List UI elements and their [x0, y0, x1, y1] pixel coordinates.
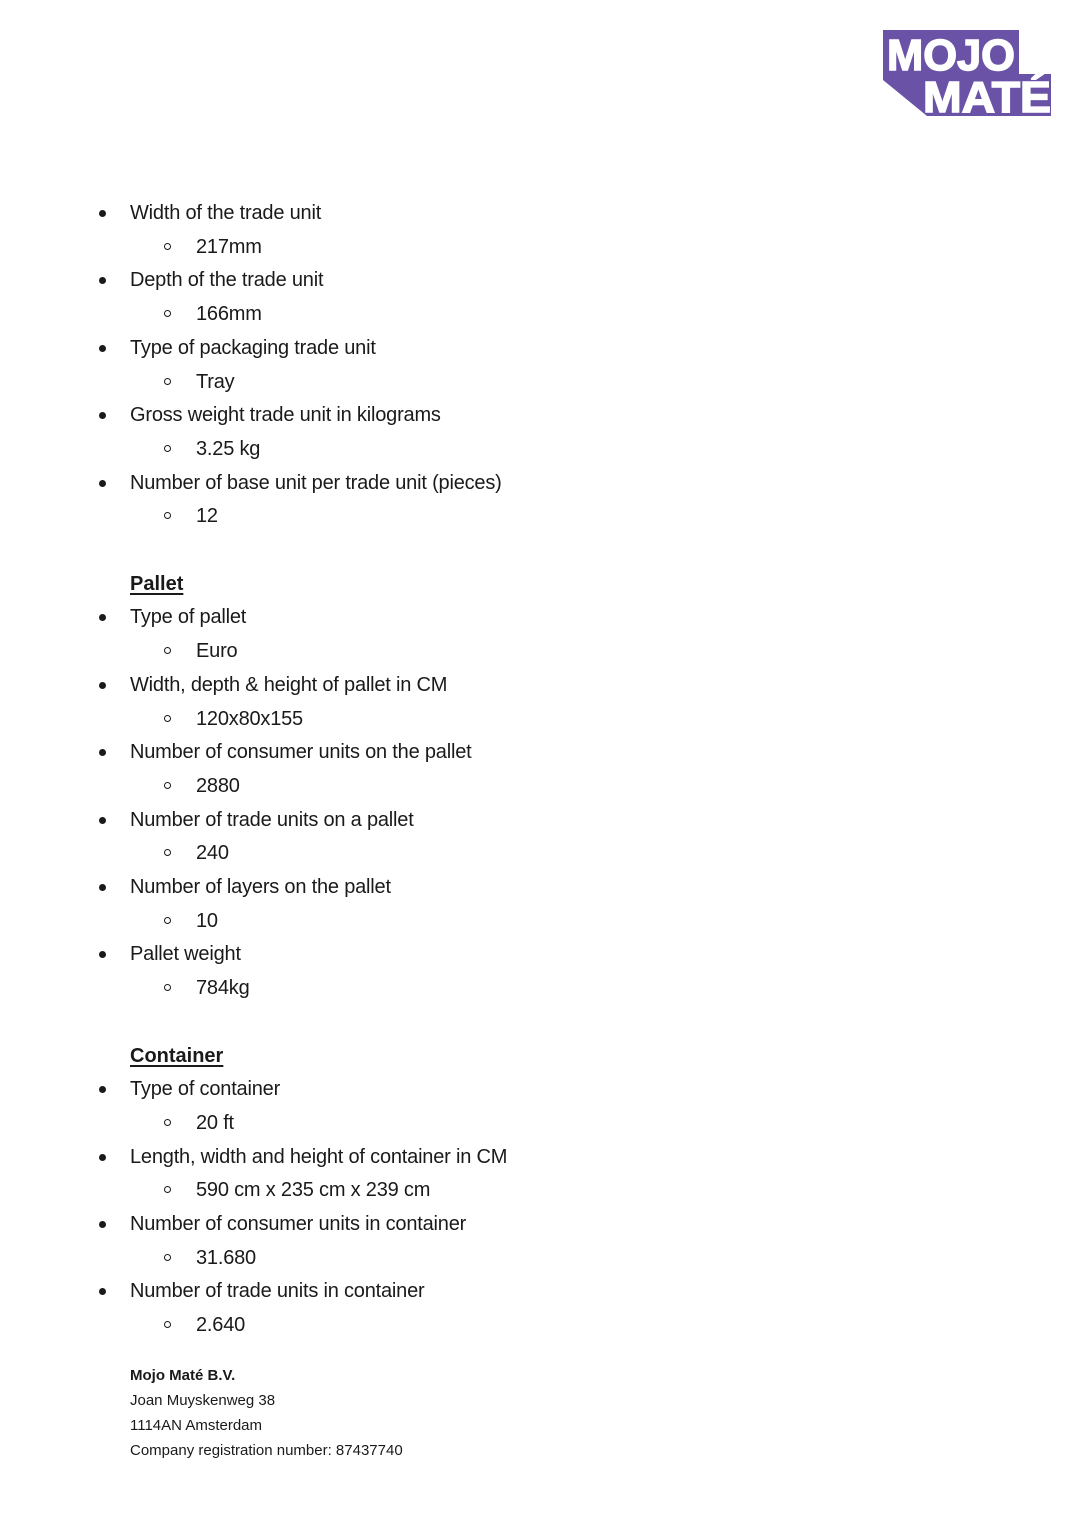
spec-value-item — [0, 973, 900, 1003]
spec-value-item — [0, 838, 900, 868]
spec-value: 2880 — [196, 774, 240, 797]
spec-value: 120x80x155 — [196, 707, 303, 730]
spec-label: Width, depth & height of pallet in CM — [130, 673, 448, 696]
spec-value: 31.680 — [196, 1246, 256, 1269]
spec-item — [0, 198, 900, 228]
hollow-bullet-icon — [164, 1186, 171, 1193]
mojo-mate-logo — [879, 24, 1057, 120]
logo-line1: MOJO — [887, 31, 1015, 80]
spec-value: 217mm — [196, 235, 262, 258]
spec-value: Tray — [196, 370, 235, 393]
spec-item — [0, 737, 900, 767]
spec-label: Depth of the trade unit — [130, 269, 324, 292]
spec-label: Number of layers on the pallet — [130, 876, 391, 898]
bullet-icon — [99, 480, 106, 487]
hollow-bullet-icon — [164, 984, 171, 991]
spec-label: Number of base unit per trade unit (pieces) — [130, 471, 502, 494]
bullet-icon — [99, 345, 106, 352]
spec-label: Pallet weight — [130, 943, 241, 966]
spec-value: 590 cm x 235 cm x 239 cm — [196, 1179, 431, 1202]
spec-value-item — [0, 906, 900, 936]
bullet-icon — [99, 1288, 106, 1295]
spec-item — [0, 602, 900, 632]
spec-label: Number of consumer units on the pallet — [130, 741, 472, 764]
bullet-icon — [99, 412, 106, 419]
spec-value: 3.25 kg — [196, 437, 261, 460]
bullet-icon — [99, 884, 106, 891]
spec-value: Euro — [196, 640, 238, 663]
spec-value-item — [0, 771, 900, 801]
spec-value: 10 — [196, 909, 218, 932]
footer-address: Joan Muyskenweg 38 — [130, 1392, 276, 1409]
footer-company: Mojo Maté B.V. — [130, 1367, 236, 1384]
hollow-bullet-icon — [164, 715, 171, 722]
spec-value-item — [0, 1310, 900, 1340]
spec-value: 2.640 — [196, 1314, 246, 1337]
spec-value-item — [0, 1175, 900, 1205]
hollow-bullet-icon — [164, 1321, 171, 1328]
bullet-icon — [99, 1221, 106, 1228]
hollow-bullet-icon — [164, 243, 171, 250]
bullet-icon — [99, 749, 106, 756]
hollow-bullet-icon — [164, 378, 171, 385]
spec-label: Number of trade units in container — [130, 1280, 425, 1303]
footer-registration: Company registration number: 87437740 — [130, 1442, 403, 1459]
bullet-icon — [99, 614, 106, 621]
spec-value-item — [0, 501, 900, 531]
spec-item — [0, 400, 900, 430]
hollow-bullet-icon — [164, 782, 171, 789]
spec-label: Number of trade units on a pallet — [130, 808, 414, 831]
spec-value: 20 ft — [196, 1111, 234, 1134]
spec-value-item — [0, 704, 900, 734]
bullet-icon — [99, 682, 106, 689]
spec-value: 784kg — [196, 977, 250, 1000]
spec-item — [0, 939, 900, 969]
spec-item — [0, 1276, 900, 1306]
company-footer — [130, 1363, 403, 1463]
spec-item — [0, 333, 900, 363]
spec-label: Gross weight trade unit in kilograms — [130, 404, 441, 427]
hollow-bullet-icon — [164, 1254, 171, 1261]
logo-line2: MATÉ — [923, 73, 1045, 120]
bullet-icon — [99, 210, 106, 217]
section-heading-container: Container — [130, 1044, 224, 1067]
hollow-bullet-icon — [164, 445, 171, 452]
spec-label: Type of packaging trade unit — [130, 336, 376, 359]
bullet-icon — [99, 951, 106, 958]
bullet-icon — [99, 817, 106, 824]
hollow-bullet-icon — [164, 647, 171, 654]
hollow-bullet-icon — [164, 849, 171, 856]
hollow-bullet-icon — [164, 917, 171, 924]
spec-label: Type of container — [130, 1078, 281, 1101]
spec-label: Type of pallet — [130, 606, 247, 629]
spec-value-item — [0, 232, 900, 262]
hollow-bullet-icon — [164, 512, 171, 519]
spec-value-item — [0, 367, 900, 397]
spec-item — [0, 805, 900, 835]
spec-item — [0, 872, 900, 902]
spec-value-item — [0, 1243, 900, 1273]
spec-label: Number of consumer units in container — [130, 1213, 467, 1235]
spec-value: 12 — [196, 505, 218, 528]
spec-item — [0, 468, 900, 498]
spec-value-item — [0, 434, 900, 464]
spec-item — [0, 670, 900, 700]
bullet-icon — [99, 1154, 106, 1161]
hollow-bullet-icon — [164, 310, 171, 317]
bullet-icon — [99, 1086, 106, 1093]
spec-value-item — [0, 299, 900, 329]
spec-label: Length, width and height of container in CM — [130, 1145, 508, 1168]
spec-item — [0, 1074, 900, 1104]
hollow-bullet-icon — [164, 1119, 171, 1126]
spec-item — [0, 1142, 900, 1172]
spec-item — [0, 265, 900, 295]
spec-value-item — [0, 1108, 900, 1138]
spec-value-item — [0, 636, 900, 666]
bullet-icon — [99, 277, 106, 284]
spec-value: 166mm — [196, 303, 262, 326]
spec-value: 240 — [196, 842, 229, 865]
footer-city: 1114AN Amsterdam — [130, 1417, 263, 1434]
section-heading-pallet: Pallet — [130, 572, 184, 595]
spec-label: Width of the trade unit — [130, 202, 322, 224]
spec-item — [0, 1209, 900, 1239]
